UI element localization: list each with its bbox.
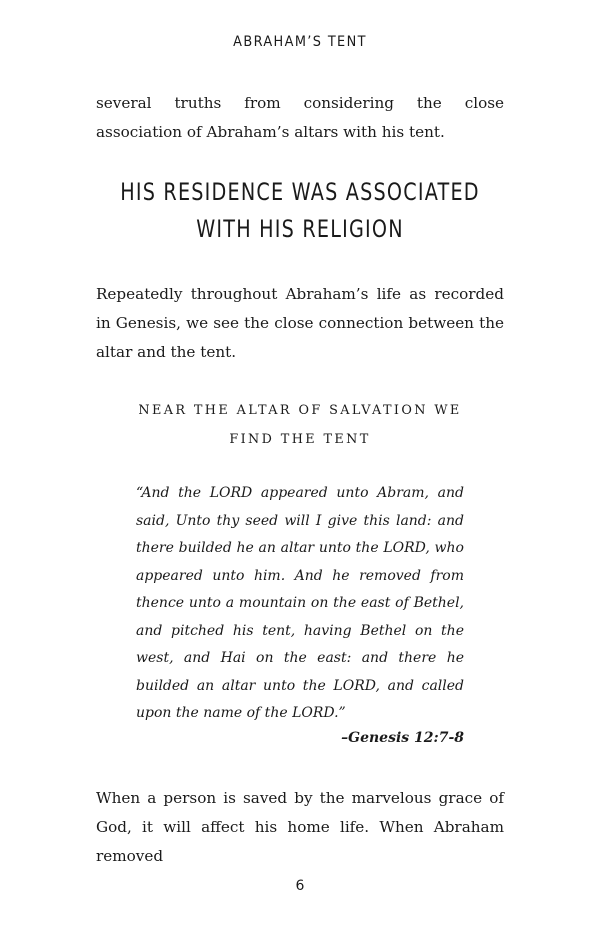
intro-paragraph: several truths from considering the close association of Abraham’s altars with his tent. [96,94,504,141]
page-number: 6 [295,878,305,894]
section-heading-line-1: HIS RESIDENCE WAS ASSOCIATED [120,178,480,206]
section-heading [60,174,540,248]
repeatedly-paragraph: Repeatedly throughout Abraham’s life as recorded in Genesis, we see the close connection between the altar and the tent. [96,285,504,361]
sub-heading-line-1: NEAR THE ALTAR OF SALVATION WE [138,403,462,418]
salvation-paragraph: When a person is saved by the marvelous grace of God, it will affect his home life. When Abraham removed [96,789,504,865]
scripture-citation: –Genesis 12:7-8 [341,730,464,746]
running-head: ABRAHAM’S TENT [233,34,367,50]
sub-heading [110,396,490,454]
section-heading-line-2: WITH HIS RELIGION [196,215,404,243]
scripture-quote: “And the LORD appeared unto Abram, and said, Unto thy seed will I give this land: and there builded he an altar unto the LORD, who appeared unto him. And he removed from thence unto a mountain on the east of Bethel, and pitched his tent, having Bethel on the west, and Hai on the east: and there he builded an altar unto the LORD, and called upon the name of the LORD.” [136,485,464,721]
sub-heading-line-2: FIND THE TENT [229,432,371,447]
